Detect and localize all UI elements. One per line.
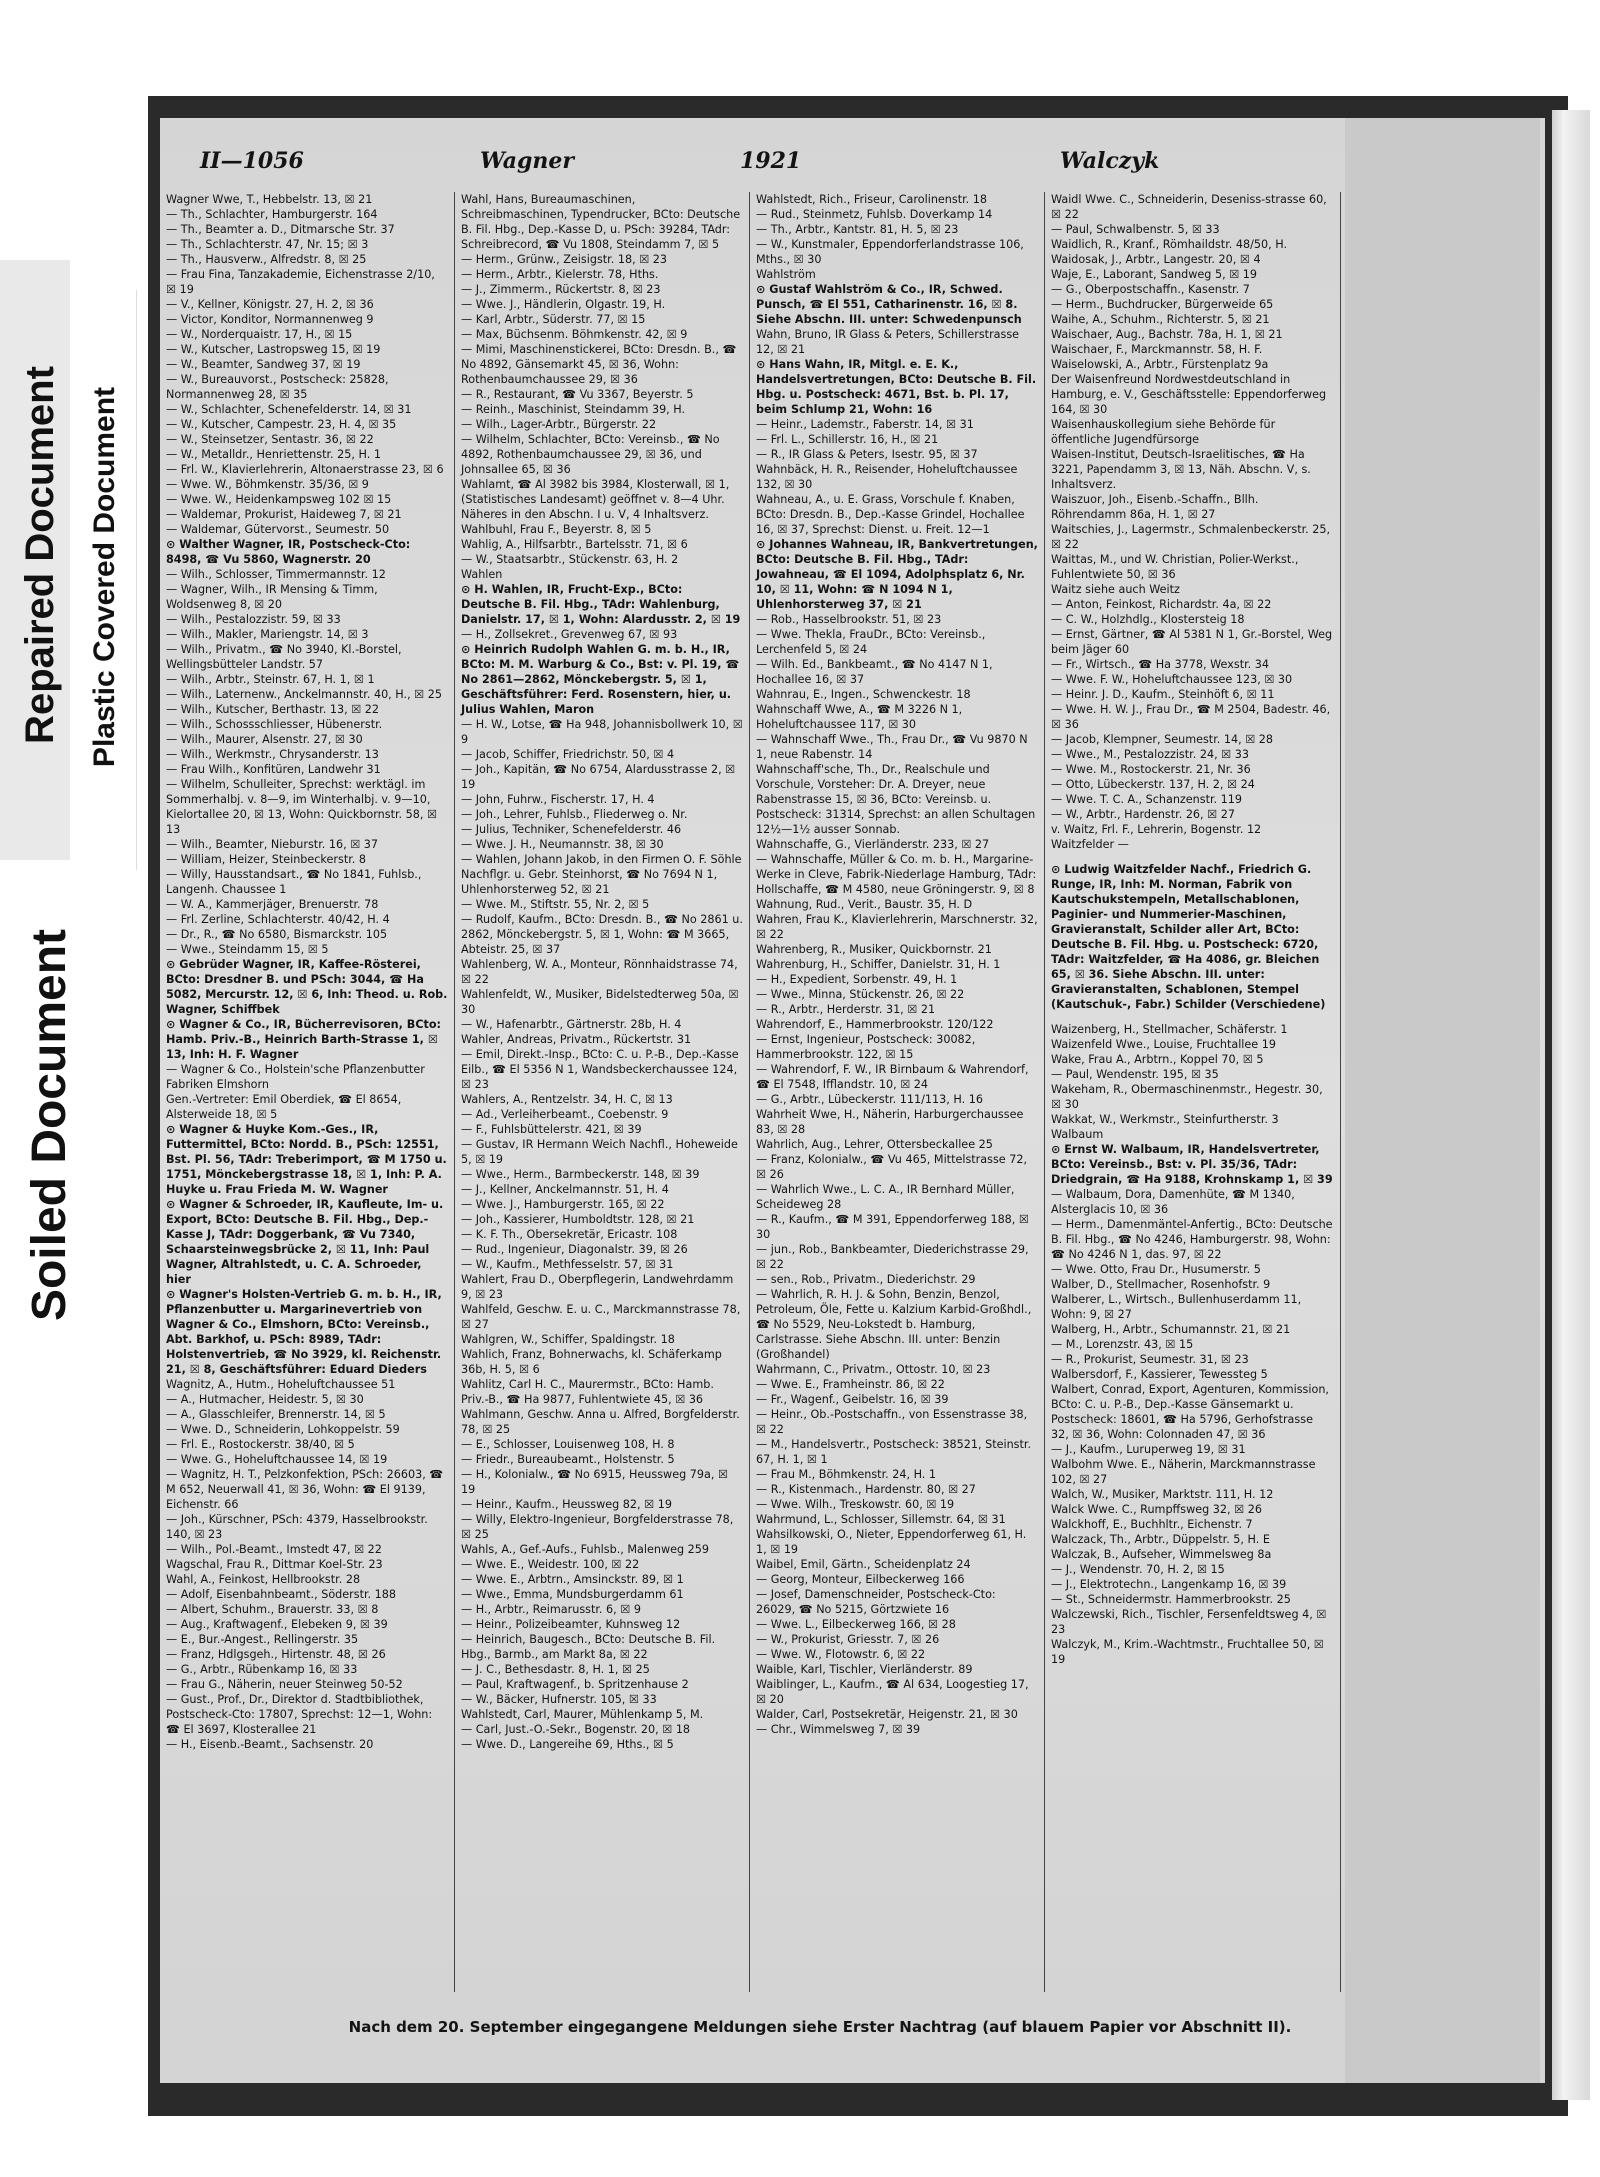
directory-entry: — Wahlen, Johann Jakob, in den Firmen O. F. Söhle Nachflgr. u. Gebr. Steinhorst, ☎ No 7694 N 1, Uhlenhorsterweg 52, ☒ 21 — [461, 853, 742, 896]
directory-entry: Wakeham, R., Obermaschinenmstr., Hegestr. 30, ☒ 30 — [1051, 1083, 1323, 1111]
directory-entry: Walck Wwe. C., Rumpffsweg 32, ☒ 26 — [1051, 1503, 1262, 1516]
directory-entry: — William, Heizer, Steinbeckerstr. 8 — [166, 853, 367, 866]
directory-entry: Wahrenburg, H., Schiffer, Danielstr. 31, H. 1 — [756, 958, 1001, 971]
directory-entry: — Wwe. E., Arbtrn., Amsinckstr. 89, ☒ 1 — [461, 1573, 684, 1586]
directory-entry: ⊙ Gebrüder Wagner, IR, Kaffee-Rösterei, BCto: Dresdner B. und PSch: 3044, ☎ Ha 5082, Mercurstr. 12, ☒ 6, Inh: Theod. u. Rob. Wagner, Schiffbek — [166, 958, 448, 1016]
directory-entry: Waitschies, J., Lagermstr., Schmalenbeckerstr. 25, ☒ 22 — [1051, 523, 1331, 551]
directory-entry: — Ad., Verleiherbeamt., Coebenstr. 9 — [461, 1108, 669, 1121]
directory-entry: — Frau M., Böhmkenstr. 24, H. 1 — [756, 1468, 937, 1481]
directory-entry: ⊙ Gustaf Wahlström & Co., IR, Schwed. Punsch, ☎ El 551, Catharinenstr. 16, ☒ 8. Siehe Abschn. III. unter: Schwedenpunsch — [756, 283, 1022, 326]
directory-entry: — Heinr., Ob.-Postschaffn., von Essenstrasse 38, ☒ 22 — [756, 1408, 1028, 1436]
directory-entry: — J., Zimmerm., Rückertstr. 8, ☒ 23 — [461, 283, 661, 296]
directory-entry: — Wilh., Werkmstr., Chrysanderstr. 13 — [166, 748, 379, 761]
directory-entry: — Heinr., Lademstr., Faberstr. 14, ☒ 31 — [756, 418, 974, 431]
directory-entry: — W., Steinsetzer, Sentastr. 36, ☒ 22 — [166, 433, 374, 446]
directory-entry: Wahlfeld, Geschw. E. u. C., Marckmannstrasse 78, ☒ 27 — [461, 1303, 741, 1331]
directory-entry: — Frau Fina, Tanzakademie, Eichenstrasse 2/10, ☒ 19 — [166, 268, 435, 296]
directory-entry: — R., Kaufm., ☎ M 391, Eppendorferweg 188, ☒ 30 — [756, 1213, 1029, 1241]
directory-entry: Wahnschaff'sche, Th., Dr., Realschule und Vorschule, Vorsteher: Dr. A. Dreyer, neue Rabenstrasse 15, ☒ 36, BCto: Vereinsb. u. Postscheck: 31314, Sprechst: an allen Schultagen 12½—1½ ausser Sonnab. — [756, 763, 1036, 836]
page-header — [200, 148, 1320, 182]
directory-entry: — W., Norderquaistr. 17, H., ☒ 15 — [166, 328, 353, 341]
directory-entry: — Wwe. M., Stiftstr. 55, Nr. 2, ☒ 5 — [461, 898, 650, 911]
directory-entry: Wahrheit Wwe, H., Näherin, Harburgerchaussee 83, ☒ 28 — [756, 1108, 1024, 1136]
directory-entry: Wahlbuhl, Frau F., Beyerstr. 8, ☒ 5 — [461, 523, 652, 536]
directory-entry: — Wwe., Steindamm 15, ☒ 5 — [166, 943, 329, 956]
directory-entry: — Wilh., Privatm., ☎ No 3940, Kl.-Borstel, Wellingsbütteler Landstr. 57 — [166, 643, 402, 671]
directory-entry: — H. W., Lotse, ☎ Ha 948, Johannisbollwerk 10, ☒ 9 — [461, 718, 743, 746]
directory-entry: — Wilhelm, Schulleiter, Sprechst: werktägl. im Sommerhalbj. v. 8—9, im Winterhalbj. v. 9—10, Kielortallee 20, ☒ 13, Wohn: Quickbornstr. 58, ☒ 13 — [166, 778, 438, 836]
directory-entry: — W., Kaufm., Methfesselstr. 57, ☒ 31 — [461, 1258, 674, 1271]
directory-entry: Wahnbäck, H. R., Reisender, Hoheluftchaussee 132, ☒ 30 — [756, 463, 1018, 491]
directory-entry: Wahlenberg, W. A., Monteur, Rönnhaidstrasse 74, ☒ 22 — [461, 958, 738, 986]
directory-entry: — Karl, Arbtr., Süderstr. 77, ☒ 15 — [461, 313, 646, 326]
page-number: II—1056 — [200, 148, 304, 174]
directory-entry: — Reinh., Maschinist, Steindamm 39, H. — [461, 403, 686, 416]
directory-entry: — H., Zollsekret., Grevenweg 67, ☒ 93 — [461, 628, 678, 641]
directory-entry: ⊙ Hans Wahn, IR, Mitgl. e. E. K., Handelsvertretungen, BCto: Deutsche B. Fil. Hbg. u. Postscheck: 4671, Bst. b. Pl. 17, beim Schlump 21, Wohn: 16 — [756, 358, 1037, 416]
directory-entry: Walczewski, Rich., Tischler, Fersenfeldtsweg 4, ☒ 23 — [1051, 1608, 1327, 1636]
directory-entry: — Wwe. G., Hoheluftchaussee 14, ☒ 19 — [166, 1453, 388, 1466]
column-rule — [1340, 192, 1341, 1992]
directory-entry: Waje, E., Laborant, Sandweg 5, ☒ 19 — [1051, 268, 1258, 281]
directory-entry: — Wilh., Lager-Arbtr., Bürgerstr. 22 — [461, 418, 657, 431]
directory-entry: ⊙ Ernst W. Walbaum, IR, Handelsvertreter, BCto: Vereinsb., Bst: v. Pl. 35/36, TAdr: Driedgrain, ☎ Ha 9188, Krohnskamp 1, ☒ 39 — [1051, 1143, 1333, 1186]
directory-entry: — J., Elektrotechn., Langenkamp 16, ☒ 39 — [1051, 1578, 1287, 1591]
directory-entry: Waiblinger, L., Kaufm., ☎ Al 634, Loogestieg 17, ☒ 20 — [756, 1678, 1029, 1706]
directory-entry: Wahneau, A., u. E. Grass, Vorschule f. Knaben, BCto: Dresdn. B., Dep.-Kasse Grindel, Hochallee 16, ☒ 37, Sprechst: Dienst. u. Freit. 12—1 — [756, 493, 1025, 536]
directory-entry: Gen.-Vertreter: Emil Oberdiek, ☎ El 8654, Alsterweide 18, ☒ 5 — [166, 1093, 402, 1121]
directory-entry: — Paul, Kraftwagenf., b. Spritzenhause 2 — [461, 1678, 689, 1691]
directory-entry: — K. F. Th., Obersekretär, Ericastr. 108 — [461, 1228, 678, 1241]
directory-entry: — Jacob, Schiffer, Friedrichstr. 50, ☒ 4 — [461, 748, 675, 761]
directory-entry: Walberg, H., Arbtr., Schumannstr. 21, ☒ 21 — [1051, 1323, 1291, 1336]
directory-entry: — W., Hafenarbtr., Gärtnerstr. 28b, H. 4 — [461, 1018, 682, 1031]
directory-entry: Waittas, M., und W. Christian, Polier-Werkst., Fuhlentwiete 50, ☒ 36 — [1051, 553, 1299, 581]
directory-entry: Wahrmann, C., Privatm., Ottostr. 10, ☒ 23 — [756, 1363, 991, 1376]
directory-entry: ⊙ Wagner & Schroeder, IR, Kaufleute, Im- u. Export, BCto: Deutsche B. Fil. Hbg., Dep.-Kasse J, TAdr: Doggerbank, ☎ Vu 7340, Schaarsteinwegsbrücke 2, ☒ 11, Inh: Paul Wagner, Altrahlstedt, u. C. A. Schroeder, hier — [166, 1198, 444, 1286]
directory-entry: Waischaer, Aug., Bachstr. 78a, H. 1, ☒ 21 — [1051, 328, 1283, 341]
directory-entry: — W., Staatsarbtr., Stückenstr. 63, H. 2 — [461, 553, 679, 566]
directory-entry: — Wahrlich, R. H. J. & Sohn, Benzin, Benzol, Petroleum, Öle, Fette u. Kalzium Karbid-Großhdl., ☎ No 5529, Neu-Lokstedt b. Hamburg, Carlstrasse. Siehe Abschn. III. unter: Benzin (Großhandel) — [756, 1288, 1032, 1361]
directory-entry: — St., Schneidermstr. Hammerbrookstr. 25 — [1051, 1593, 1291, 1606]
directory-entry: — Wwe. J., Händlerin, Olgastr. 19, H. — [461, 298, 666, 311]
directory-entry: — Herm., Grünw., Zeisigstr. 18, ☒ 23 — [461, 253, 668, 266]
directory-entry: — J., Wendenstr. 70, H. 2, ☒ 15 — [1051, 1563, 1225, 1576]
directory-entry: Walbaum — [1051, 1128, 1104, 1141]
label-soiled: Soiled Document — [23, 928, 76, 1322]
directory-entry: — M., Lorenzstr. 43, ☒ 15 — [1051, 1338, 1194, 1351]
directory-entry: — Paul, Wendenstr. 195, ☒ 35 — [1051, 1068, 1219, 1081]
directory-entry: — J., Kaufm., Luruperweg 19, ☒ 31 — [1051, 1443, 1246, 1456]
directory-entry: v. Waitz, Frl. F., Lehrerin, Bogenstr. 12 — [1051, 823, 1262, 836]
directory-entry: Wahnrau, E., Ingen., Schwenckestr. 18 — [756, 688, 971, 701]
directory-entry: — Aug., Kraftwagenf., Elebeken 9, ☒ 39 — [166, 1618, 388, 1631]
directory-entry: ⊙ Wagner & Co., IR, Bücherrevisoren, BCto: Hamb. Priv.-B., Heinrich Barth-Strasse 1, ☒ 13, Inh: H. F. Wagner — [166, 1018, 442, 1061]
directory-entry: Waibel, Emil, Gärtn., Scheidenplatz 24 — [756, 1558, 971, 1571]
directory-entry: Walczack, Th., Arbtr., Düppelstr. 5, H. E — [1051, 1533, 1270, 1546]
directory-entry: — E., Schlosser, Louisenweg 108, H. 8 — [461, 1438, 675, 1451]
directory-entry: Wahlers, A., Rentzelstr. 34, H. C, ☒ 13 — [461, 1093, 673, 1106]
directory-entry: — Wilh., Maurer, Alsenstr. 27, ☒ 30 — [166, 733, 363, 746]
column-rule — [454, 192, 455, 1992]
directory-entry: — Waldemar, Prokurist, Haideweg 7, ☒ 21 — [166, 508, 402, 521]
directory-entry: — Otto, Lübeckerstr. 137, H. 2, ☒ 24 — [1051, 778, 1255, 791]
directory-entry: — Franz, Kolonialw., ☎ Vu 465, Mittelstrasse 72, ☒ 26 — [756, 1153, 1028, 1181]
directory-entry: Wahrendorf, E., Hammerbrookstr. 120/122 — [756, 1018, 994, 1031]
directory-entry: Wahlstedt, Carl, Maurer, Mühlenkamp 5, M. — [461, 1708, 704, 1721]
directory-entry: — Wilh., Arbtr., Steinstr. 67, H. 1, ☒ 1 — [166, 673, 375, 686]
directory-entry: Waischaer, F., Marckmannstr. 58, H. F. — [1051, 343, 1263, 356]
directory-entry: Waisenhauskollegium siehe Behörde für öffentliche Jugendfürsorge — [1051, 418, 1276, 446]
directory-columns — [160, 192, 1545, 2002]
column-rule — [1044, 192, 1045, 1992]
directory-entry: — Frau Wilh., Konfitüren, Landwehr 31 — [166, 763, 381, 776]
directory-entry: — Wwe., Emma, Mundsburgerdamm 61 — [461, 1588, 684, 1601]
directory-entry: — Wahnschaffe, Müller & Co. m. b. H., Margarine-Werke in Cleve, Fabrik-Niederlage Hamburg, TAdr: Hollschaffe, ☎ M 4580, neue Gröningerstr. 9, ☒ 8 — [756, 853, 1037, 896]
directory-entry: Waidosak, J., Arbtr., Langestr. 20, ☒ 4 — [1051, 253, 1261, 266]
directory-entry: — Gust., Prof., Dr., Direktor d. Stadtbibliothek, Postscheck-Cto: 17807, Sprechst: 12—1, Wohn: ☎ El 3697, Klosterallee 21 — [166, 1693, 433, 1736]
column-4 — [1047, 192, 1337, 2002]
directory-entry: Wahlenfeldt, W., Musiker, Bidelstedterweg 50a, ☒ 30 — [461, 988, 739, 1016]
directory-entry: — Gustav, IR Hermann Weich Nachfl., Hoheweide 5, ☒ 19 — [461, 1138, 738, 1166]
directory-entry: Waitz siehe auch Weitz — [1051, 583, 1180, 596]
directory-entry: — Wilh., Kutscher, Berthastr. 13, ☒ 22 — [166, 703, 380, 716]
directory-entry: — E., Bur.-Angest., Rellingerstr. 35 — [166, 1633, 359, 1646]
directory-entry: Walbert, Conrad, Export, Agenturen, Kommission, BCto: C. u. P.-B., Dep.-Kasse Gänsemarkt u. Postscheck: 18601, ☎ Ha 5796, Gerhofstrasse 32, ☒ 36, Wohn: Colonnaden 47, ☒ 36 — [1051, 1383, 1329, 1441]
directory-entry: — Albert, Schuhm., Brauerstr. 33, ☒ 8 — [166, 1603, 379, 1616]
directory-entry: — Wwe., M., Pestalozzistr. 24, ☒ 33 — [1051, 748, 1250, 761]
directory-entry: — Rud., Ingenieur, Diagonalstr. 39, ☒ 26 — [461, 1243, 688, 1256]
directory-entry: — Wahrendorf, F. W., IR Birnbaum & Wahrendorf, ☎ El 7548, Ifflandstr. 10, ☒ 24 — [756, 1063, 1029, 1091]
directory-entry: Wahnschaff Wwe, A., ☎ M 3226 N 1, Hoheluftchaussee 117, ☒ 30 — [756, 703, 963, 731]
directory-entry: Wahls, A., Gef.-Aufs., Fuhlsb., Malenweg 259 — [461, 1543, 710, 1556]
directory-entry: — Wagnitz, H. T., Pelzkonfektion, PSch: 26603, ☎ M 652, Neuerwall 41, ☒ 36, Wohn: ☎ El 9139, Eichenstr. 66 — [166, 1468, 444, 1511]
directory-entry: — Wwe. Otto, Frau Dr., Husumerstr. 5 — [1051, 1263, 1261, 1276]
directory-entry: Wahlen — [461, 568, 503, 581]
directory-entry: — Joh., Kürschner, PSch: 4379, Hasselbrookstr. 140, ☒ 23 — [166, 1513, 428, 1541]
directory-entry: — Wwe. H. W. J., Frau Dr., ☎ M 2504, Badestr. 46, ☒ 36 — [1051, 703, 1331, 731]
directory-entry: Wahnung, Rud., Verit., Baustr. 35, H. D — [756, 898, 973, 911]
directory-entry: — W., Bureauvorst., Postscheck: 25828, Normannenweg 28, ☒ 35 — [166, 373, 389, 401]
directory-entry: — Wilh., Laternenw., Anckelmannstr. 40, H., ☒ 25 — [166, 688, 443, 701]
directory-entry: — W. A., Kammerjäger, Brenuerstr. 78 — [166, 898, 379, 911]
directory-entry: — Th., Arbtr., Kantstr. 81, H. 5, ☒ 23 — [756, 223, 959, 236]
directory-entry: — G., Oberpostschaffn., Kasenstr. 7 — [1051, 283, 1250, 296]
directory-entry: — Frl. E., Rostockerstr. 38/40, ☒ 5 — [166, 1438, 355, 1451]
directory-entry: Wahlgren, W., Schiffer, Spaldingstr. 18 — [461, 1333, 675, 1346]
directory-entry — [1051, 852, 1333, 862]
directory-entry: — Josef, Damenschneider, Postscheck-Cto: 26029, ☎ No 5215, Görtzwiete 16 — [756, 1588, 996, 1616]
directory-entry: ⊙ Johannes Wahneau, IR, Bankvertretungen, BCto: Deutsche B. Fil. Hbg., TAdr: Jowahneau, ☎ El 1094, Adolphsplatz 6, Nr. 10, ☒ 11, Wohn: ☎ N 1094 N 1, Uhlenhorsterweg 37, ☒ 21 — [756, 538, 1038, 611]
directory-entry: — H., Eisenb.-Beamt., Sachsenstr. 20 — [166, 1738, 374, 1751]
header-year: 1921 — [740, 148, 802, 174]
directory-entry: Wagnitz, A., Hutm., Hoheluftchaussee 51 — [166, 1378, 396, 1391]
directory-entry: — Wwe., Herm., Barmbeckerstr. 148, ☒ 39 — [461, 1168, 700, 1181]
directory-entry: — R., Prokurist, Seumestr. 31, ☒ 23 — [1051, 1353, 1249, 1366]
directory-entry: — W., Kutscher, Campestr. 23, H. 4, ☒ 35 — [166, 418, 397, 431]
label-plastic: Plastic Covered Document — [88, 386, 121, 768]
header-last-name: Walczyk — [1060, 148, 1160, 174]
directory-entry: — Wilhelm, Schlachter, BCto: Vereinsb., ☎ No 4892, Rothenbaumchaussee 29, ☒ 36, und Johnsallee 65, ☒ 36 — [461, 433, 720, 476]
directory-entry: — W., Schlachter, Schenefelderstr. 14, ☒ 31 — [166, 403, 412, 416]
directory-entry: — A., Hutmacher, Heidestr. 5, ☒ 30 — [166, 1393, 364, 1406]
directory-entry: — Jacob, Klempner, Seumestr. 14, ☒ 28 — [1051, 733, 1274, 746]
directory-entry: — R., Restaurant, ☎ Vu 3367, Beyerstr. 5 — [461, 388, 694, 401]
directory-entry: — Th., Schlachterstr. 47, Nr. 15; ☒ 3 — [166, 238, 369, 251]
directory-entry: Walbohm Wwe. E., Näherin, Marckmannstrasse 102, ☒ 27 — [1051, 1458, 1316, 1486]
column-3 — [752, 192, 1042, 2002]
directory-entry: Wahl, A., Feinkost, Hellbrookstr. 28 — [166, 1573, 361, 1586]
directory-entry: Wake, Frau A., Arbtrn., Koppel 70, ☒ 5 — [1051, 1053, 1264, 1066]
directory-entry: Wahn, Bruno, IR Glass & Peters, Schillerstrasse 12, ☒ 21 — [756, 328, 1020, 356]
directory-entry: — Wagner & Co., Holstein'sche Pflanzenbutter Fabriken Elmshorn — [166, 1063, 425, 1091]
directory-entry: Waizenfeld Wwe., Louise, Fruchtallee 19 — [1051, 1038, 1276, 1051]
directory-entry: — H., Arbtr., Reimarusstr. 6, ☒ 9 — [461, 1603, 641, 1616]
column-rule — [749, 192, 750, 1992]
directory-entry: — M., Handelsvertr., Postscheck: 38521, Steinstr. 67, H. 1, ☒ 1 — [756, 1438, 1032, 1466]
directory-entry: — Wilh., Pol.-Beamt., Imstedt 47, ☒ 22 — [166, 1543, 382, 1556]
directory-entry: Der Waisenfreund Nordwestdeutschland in Hamburg, e. V., Geschäftsstelle: Eppendorferweg 164, ☒ 30 — [1051, 373, 1327, 416]
directory-entry: — Max, Büchsenm. Böhmkenstr. 42, ☒ 9 — [461, 328, 688, 341]
directory-entry: Waidl Wwe. C., Schneiderin, Deseniss-strasse 60, ☒ 22 — [1051, 193, 1327, 221]
directory-entry: — Wwe. Wilh., Treskowstr. 60, ☒ 19 — [756, 1498, 955, 1511]
directory-entry: — Wilh., Schossschliesser, Hübenerstr. — [166, 718, 383, 731]
directory-entry: — Ernst, Gärtner, ☎ Al 5381 N 1, Gr.-Borstel, Weg beim Jäger 60 — [1051, 628, 1333, 656]
column-2 — [457, 192, 747, 2002]
directory-entry: — Wwe. J., Hamburgerstr. 165, ☒ 22 — [461, 1198, 665, 1211]
directory-entry: — John, Fuhrw., Fischerstr. 17, H. 4 — [461, 793, 655, 806]
directory-entry: — Frl. Zerline, Schlachterstr. 40/42, H. 4 — [166, 913, 390, 926]
directory-entry: — W., Bäcker, Hufnerstr. 105, ☒ 33 — [461, 1693, 657, 1706]
directory-entry: ⊙ Walther Wagner, IR, Postscheck-Cto: 8498, ☎ Vu 5860, Wagnerstr. 20 — [166, 538, 411, 566]
directory-entry: — Heinr., Polizeibeamter, Kuhnsweg 12 — [461, 1618, 681, 1631]
directory-entry: — A., Glasschleifer, Brennerstr. 14, ☒ 5 — [166, 1408, 386, 1421]
directory-entry: — G., Arbtr., Rübenkamp 16, ☒ 33 — [166, 1663, 358, 1676]
directory-entry: — Mimi, Maschinenstickerei, BCto: Dresdn. B., ☎ No 4892, Gänsemarkt 45, ☒ 36, Wohn: Rothenbaumchaussee 29, ☒ 36 — [461, 343, 737, 386]
directory-entry: — sen., Rob., Privatm., Diederichstr. 29 — [756, 1273, 976, 1286]
directory-entry: ⊙ H. Wahlen, IR, Frucht-Exp., BCto: Deutsche B. Fil. Hbg., TAdr: Wahlenburg, Danielstr. 17, ☒ 1, Wohn: Alardusstr. 2, ☒ 19 — [461, 583, 741, 626]
directory-entry: — R., Arbtr., Herderstr. 31, ☒ 21 — [756, 1003, 936, 1016]
directory-entry: — H., Expedient, Sorbenstr. 49, H. 1 — [756, 973, 958, 986]
directory-entry: — Wwe. Thekla, FrauDr., BCto: Vereinsb., Lerchenfeld 5, ☒ 24 — [756, 628, 986, 656]
directory-entry: — Wagner, Wilh., IR Mensing & Timm, Woldsenweg 8, ☒ 20 — [166, 583, 378, 611]
directory-entry: Walczyk, M., Krim.-Wachtmstr., Fruchtallee 50, ☒ 19 — [1051, 1638, 1324, 1666]
directory-entry: Walder, Carl, Postsekretär, Heigenstr. 21, ☒ 30 — [756, 1708, 1018, 1721]
directory-entry: — Franz, Hdlgsgeh., Hirtenstr. 48, ☒ 26 — [166, 1648, 386, 1661]
directory-entry: — Th., Hausverw., Alfredstr. 8, ☒ 25 — [166, 253, 367, 266]
directory-entry: — Wwe. E., Weidestr. 100, ☒ 22 — [461, 1558, 640, 1571]
directory-entry: — Frl. W., Klavierlehrerin, Altonaerstrasse 23, ☒ 6 — [166, 463, 444, 476]
directory-page — [160, 118, 1545, 2083]
directory-entry: Wahlich, Franz, Bohnerwachs, kl. Schäferkamp 36b, H. 5, ☒ 6 — [461, 1348, 722, 1376]
directory-entry: — W., Arbtr., Hardenstr. 26, ☒ 27 — [1051, 808, 1235, 821]
directory-entry: Wahlert, Frau D., Oberpflegerin, Landwehrdamm 9, ☒ 23 — [461, 1273, 734, 1301]
directory-entry: Wahrmund, L., Schlosser, Sillemstr. 64, ☒ 31 — [756, 1513, 1006, 1526]
directory-entry: — Joh., Lehrer, Fuhlsb., Fliederweg o. Nr. — [461, 808, 688, 821]
directory-entry: — Joh., Kapitän, ☎ No 6754, Alardusstrasse 2, ☒ 19 — [461, 763, 736, 791]
directory-entry: Waisen-Institut, Deutsch-Israelitisches, ☎ Ha 3221, Papendamm 3, ☒ 13, Näh. Abschn. V, s. Inhaltsverz. — [1051, 448, 1311, 491]
directory-entry: Walczak, B., Aufseher, Wimmelsweg 8a — [1051, 1548, 1272, 1561]
directory-entry: — Wwe. T. C. A., Schanzenstr. 119 — [1051, 793, 1243, 806]
directory-entry: — J., Kellner, Anckelmannstr. 51, H. 4 — [461, 1183, 669, 1196]
directory-entry: — Wwe. W., Heidenkampsweg 102 ☒ 15 — [166, 493, 392, 506]
directory-entry: — Wwe. L., Eilbeckerweg 166, ☒ 28 — [756, 1618, 956, 1631]
directory-entry: Waiselowski, A., Arbtr., Fürstenplatz 9a — [1051, 358, 1269, 371]
directory-entry: — Chr., Wimmelsweg 7, ☒ 39 — [756, 1723, 921, 1736]
directory-entry: — Rob., Hasselbrookstr. 51, ☒ 23 — [756, 613, 942, 626]
directory-entry: — Dr., R., ☎ No 6580, Bismarckstr. 105 — [166, 928, 388, 941]
directory-entry: — Victor, Konditor, Normannenweg 9 — [166, 313, 374, 326]
directory-entry: Walckhoff, E., Buchhltr., Eichenstr. 7 — [1051, 1518, 1253, 1531]
directory-entry: — Th., Schlachter, Hamburgerstr. 164 — [166, 208, 378, 221]
directory-entry: Waiszuor, Joh., Eisenb.-Schaffn., Bllh. Röhrendamm 86a, H. 1, ☒ 27 — [1051, 493, 1259, 521]
directory-entry: — Willy, Elektro-Ingenieur, Borgfelderstrasse 78, ☒ 25 — [461, 1513, 734, 1541]
directory-entry: ⊙ Wagner's Holsten-Vertrieb G. m. b. H., IR, Pflanzenbutter u. Margarinevertrieb von Wagner & Co., Elmshorn, BCto: Vereinsb., Abt. Barkhof, u. PSch: 8989, TAdr: Holstenvertrieb, ☎ No 3929, kl. Reichenstr. 21, ☒ 8, Geschäftsführer: Eduard Dieders — [166, 1288, 442, 1376]
directory-entry: — Wilh., Schlosser, Timmermannstr. 12 — [166, 568, 386, 581]
scan-edge — [1552, 110, 1590, 2100]
directory-entry: Wahlström — [756, 268, 816, 281]
directory-entry: — Wwe. F. W., Hoheluftchaussee 123, ☒ 30 — [1051, 673, 1293, 686]
directory-entry: — Heinr., Kaufm., Heussweg 82, ☒ 19 — [461, 1498, 672, 1511]
directory-entry: Waidlich, R., Kranf., Römhaildstr. 48/50, H. — [1051, 238, 1287, 251]
directory-entry: ⊙ Ludwig Waitzfelder Nachf., Friedrich G. Runge, IR, Inh: M. Norman, Fabrik von Kautschukstempeln, Metallschablonen, Paginier- und Nummerier-Maschinen, Gravieranstalt, Schilder aller Art, BCto: Deutsche B. Fil. Hbg. u. Postscheck: 6720, TAdr: Waitzfelder, ☎ Ha 4086, gr. Bleichen 65, ☒ 36. Siehe Abschn. III. unter: Gravieranstalten, Schablonen, Stempel (Kautschuk-, Fabr.) Schilder (Verschiedene) — [1051, 863, 1326, 1011]
directory-entry: — Carl, Just.-O.-Sekr., Bogenstr. 20, ☒ 18 — [461, 1723, 691, 1736]
directory-entry: — Wahnschaff Wwe., Th., Frau Dr., ☎ Vu 9870 N 1, neue Rabenstr. 14 — [756, 733, 1028, 761]
directory-entry: Wahrenberg, R., Musiker, Quickbornstr. 21 — [756, 943, 992, 956]
directory-entry: — Anton, Feinkost, Richardstr. 4a, ☒ 22 — [1051, 598, 1272, 611]
directory-entry: — Th., Beamter a. D., Ditmarsche Str. 37 — [166, 223, 395, 236]
directory-entry: Walch, W., Musiker, Marktstr. 111, H. 12 — [1051, 1488, 1274, 1501]
directory-entry: — W., Beamter, Sandweg 37, ☒ 19 — [166, 358, 361, 371]
label-repaired: Repaired Document — [18, 366, 62, 744]
directory-entry: — Herm., Buchdrucker, Bürgerweide 65 — [1051, 298, 1274, 311]
directory-entry: — Walbaum, Dora, Damenhüte, ☎ M 1340, Alsterglacis 10, ☒ 36 — [1051, 1188, 1295, 1216]
directory-entry: — C. W., Holzhdlg., Klostersteig 18 — [1051, 613, 1245, 626]
directory-entry: — Fr., Wagenf., Geibelstr. 16, ☒ 39 — [756, 1393, 949, 1406]
directory-entry: — J. C., Bethesdastr. 8, H. 1, ☒ 25 — [461, 1663, 650, 1676]
directory-entry: — Herm., Damenmäntel-Anfertig., BCto: Deutsche B. Fil. Hbg., ☎ No 4246, Hamburgerstr. 98, Wohn: ☎ No 4246 N 1, das. 97, ☒ 22 — [1051, 1218, 1333, 1261]
directory-entry: Waitzfelder — — [1051, 838, 1129, 851]
directory-entry: — Rudolf, Kaufm., BCto: Dresdn. B., ☎ No 2861 u. 2862, Mönckebergstr. 5, ☒ 1, Wohn: ☎ M 3665, Abteistr. 25, ☒ 37 — [461, 913, 743, 956]
directory-entry: — Fr., Wirtsch., ☎ Ha 3778, Wexstr. 34 — [1051, 658, 1269, 671]
directory-entry: Wakkat, W., Werkmstr., Steinfurtherstr. 3 — [1051, 1113, 1279, 1126]
directory-entry: — Wwe. W., Flotowstr. 6, ☒ 22 — [756, 1648, 926, 1661]
directory-entry: — Wwe. W., Böhmkenstr. 35/36, ☒ 9 — [166, 478, 369, 491]
directory-entry: Wahlamt, ☎ Al 3982 bis 3984, Klosterwall, ☒ 1, (Statistisches Landesamt) geöffnet v. 8—4 Uhr. Näheres in den Abschn. I u. V, 4 Inhaltsverz. — [461, 478, 730, 521]
directory-entry: Walber, D., Stellmacher, Rosenhofstr. 9 — [1051, 1278, 1271, 1291]
directory-entry: Wagschal, Frau R., Dittmar Koel-Str. 23 — [166, 1558, 383, 1571]
directory-entry: — Wilh., Beamter, Nieburstr. 16, ☒ 37 — [166, 838, 379, 851]
directory-entry: — Wilh., Makler, Mariengstr. 14, ☒ 3 — [166, 628, 369, 641]
directory-entry: — W., Prokurist, Griesstr. 7, ☒ 26 — [756, 1633, 940, 1646]
directory-entry: Wahl, Hans, Bureaumaschinen, Schreibmaschinen, Typendrucker, BCto: Deutsche B. Fil. Hbg., Dep.-Kasse D, u. PSch: 39284, TAdr: Schreibrecord, ☎ Vu 1808, Steindamm 7, ☒ 5 — [461, 193, 741, 251]
directory-entry: Wagner Wwe, T., Hebbelstr. 13, ☒ 21 — [166, 193, 373, 206]
directory-entry: — W., Metalldr., Henriettenstr. 25, H. 1 — [166, 448, 381, 461]
directory-entry: — Herm., Arbtr., Kielerstr. 78, Hths. — [461, 268, 659, 281]
directory-entry: — Paul, Schwalbenstr. 5, ☒ 33 — [1051, 223, 1220, 236]
directory-entry: — Friedr., Bureaubeamt., Holstenstr. 5 — [461, 1453, 675, 1466]
directory-entry: Wahlig, A., Hilfsarbtr., Bartelsstr. 71, ☒ 6 — [461, 538, 688, 551]
directory-entry: Wahnschaffe, G., Vierländerstr. 233, ☒ 27 — [756, 838, 990, 851]
directory-entry: — Wwe. E., Framheinstr. 86, ☒ 22 — [756, 1378, 945, 1391]
directory-entry: — Julius, Techniker, Schenefelderstr. 46 — [461, 823, 682, 836]
header-first-name: Wagner — [480, 148, 575, 174]
directory-entry: Wahsilkowski, O., Nieter, Eppendorferweg 61, H. 1, ☒ 19 — [756, 1528, 1027, 1556]
directory-entry: — Adolf, Eisenbahnbeamt., Söderstr. 188 — [166, 1588, 396, 1601]
directory-entry: Waihe, A., Schuhm., Richterstr. 5, ☒ 21 — [1051, 313, 1270, 326]
directory-entry: — R., Kistenmach., Hardenstr. 80, ☒ 27 — [756, 1483, 976, 1496]
directory-entry: — Frau G., Näherin, neuer Steinweg 50-52 — [166, 1678, 403, 1691]
directory-entry: — Wilh. Ed., Bankbeamt., ☎ No 4147 N 1, Hochallee 16, ☒ 37 — [756, 658, 993, 686]
directory-entry: ⊙ Wagner & Huyke Kom.-Ges., IR, Futtermittel, BCto: Nordd. B., PSch: 12551, Bst. Pl. 56, TAdr: Treberimport, ☎ M 1750 u. 1751, Mönckebergstrasse 18, ☒ 1, Inh: P. A. Huyke u. Frau Frieda M. W. Wagner — [166, 1123, 447, 1196]
directory-entry: — W., Kutscher, Lastropsweg 15, ☒ 19 — [166, 343, 381, 356]
directory-entry: — Wwe. J. H., Neumannstr. 38, ☒ 30 — [461, 838, 664, 851]
directory-entry: Walbersdorf, F., Kassierer, Tewessteg 5 — [1051, 1368, 1268, 1381]
directory-entry: — jun., Rob., Bankbeamter, Diederichstrasse 29, ☒ 22 — [756, 1243, 1029, 1271]
directory-entry: — Ernst, Ingenieur, Postscheck: 30082, Hammerbrookstr. 122, ☒ 15 — [756, 1033, 976, 1061]
directory-entry: — Heinrich, Baugesch., BCto: Deutsche B. Fil. Hbg., Barmb., am Markt 8a, ☒ 22 — [461, 1633, 716, 1661]
directory-entry: Walberer, L., Wirtsch., Bullenhuserdamm 11, Wohn: 9, ☒ 27 — [1051, 1293, 1302, 1321]
directory-entry: — F., Fuhlsbüttelerstr. 421, ☒ 39 — [461, 1123, 642, 1136]
directory-entry: Wahlitz, Carl H. C., Maurermstr., BCto: Hamb. Priv.-B., ☎ Ha 9877, Fuhlentwiete 45, ☒ 36 — [461, 1378, 714, 1406]
page-right-margin — [1345, 118, 1540, 2083]
directory-entry: — R., IR Glass & Peters, Isestr. 95, ☒ 37 — [756, 448, 978, 461]
directory-entry: — Wwe. D., Langereihe 69, Hths., ☒ 5 — [461, 1738, 674, 1751]
directory-entry: — Wwe. M., Rostockerstr. 21, Nr. 36 — [1051, 763, 1251, 776]
directory-entry: Waible, Karl, Tischler, Vierländerstr. 89 — [756, 1663, 973, 1676]
directory-entry: — Emil, Direkt.-Insp., BCto: C. u. P.-B., Dep.-Kasse Eilb., ☎ El 5356 N 1, Wandsbeckerchaussee 124, ☒ 23 — [461, 1048, 739, 1091]
footer-note: Nach dem 20. September eingegangene Meldungen siehe Erster Nachtrag (auf blauem Papier vor Abschnitt II). — [348, 2018, 1292, 2036]
directory-entry: — Waldemar, Gütervorst., Seumestr. 50 — [166, 523, 390, 536]
directory-entry: — Wilh., Pestalozzistr. 59, ☒ 33 — [166, 613, 341, 626]
directory-entry: Waizenberg, H., Stellmacher, Schäferstr. 1 — [1051, 1023, 1288, 1036]
directory-entry: — V., Kellner, Königstr. 27, H. 2, ☒ 36 — [166, 298, 374, 311]
directory-entry: — H., Kolonialw., ☎ No 6915, Heussweg 79a, ☒ 19 — [461, 1468, 728, 1496]
directory-entry: — G., Arbtr., Lübeckerstr. 111/113, H. 16 — [756, 1093, 983, 1106]
directory-entry — [1051, 1012, 1333, 1022]
directory-entry: — Willy, Hausstandsart., ☎ No 1841, Fuhlsb., Langenh. Chaussee 1 — [166, 868, 422, 896]
directory-entry: Wahren, Frau K., Klavierlehrerin, Marschnerstr. 32, ☒ 22 — [756, 913, 1038, 941]
directory-entry: — Wahrlich Wwe., L. C. A., IR Bernhard Müller, Scheideweg 28 — [756, 1183, 1015, 1211]
directory-entry: — Joh., Kassierer, Humboldtstr. 128, ☒ 21 — [461, 1213, 695, 1226]
directory-entry: Wahler, Andreas, Privatm., Rückertstr. 31 — [461, 1033, 692, 1046]
directory-entry: Wahlmann, Geschw. Anna u. Alfred, Borgfelderstr. 78, ☒ 25 — [461, 1408, 740, 1436]
directory-entry: — Georg, Monteur, Eilbeckerweg 166 — [756, 1573, 965, 1586]
directory-entry: Wahrlich, Aug., Lehrer, Ottersbeckallee 25 — [756, 1138, 993, 1151]
directory-entry: Wahlstedt, Rich., Friseur, Carolinenstr. 18 — [756, 193, 988, 206]
directory-entry: — Wwe. D., Schneiderin, Lohkoppelstr. 59 — [166, 1423, 400, 1436]
directory-entry: — Heinr. J. D., Kaufm., Steinhöft 6, ☒ 11 — [1051, 688, 1275, 701]
directory-entry: — Frl. L., Schillerstr. 16, H., ☒ 21 — [756, 433, 939, 446]
directory-entry: — W., Kunstmaler, Eppendorferlandstrasse 106, Mths., ☒ 30 — [756, 238, 1024, 266]
directory-entry: ⊙ Heinrich Rudolph Wahlen G. m. b. H., IR, BCto: M. M. Warburg & Co., Bst: v. Pl. 19, ☎ No 2861—2862, Mönckebergstr. 5, ☒ 1, Geschäftsführer: Ferd. Rosenstern, hier, u. Julius Wahlen, Maron — [461, 643, 740, 716]
directory-entry: — Rud., Steinmetz, Fuhlsb. Doverkamp 14 — [756, 208, 993, 221]
column-1 — [162, 192, 452, 2002]
directory-entry: — Wwe., Minna, Stückenstr. 26, ☒ 22 — [756, 988, 965, 1001]
